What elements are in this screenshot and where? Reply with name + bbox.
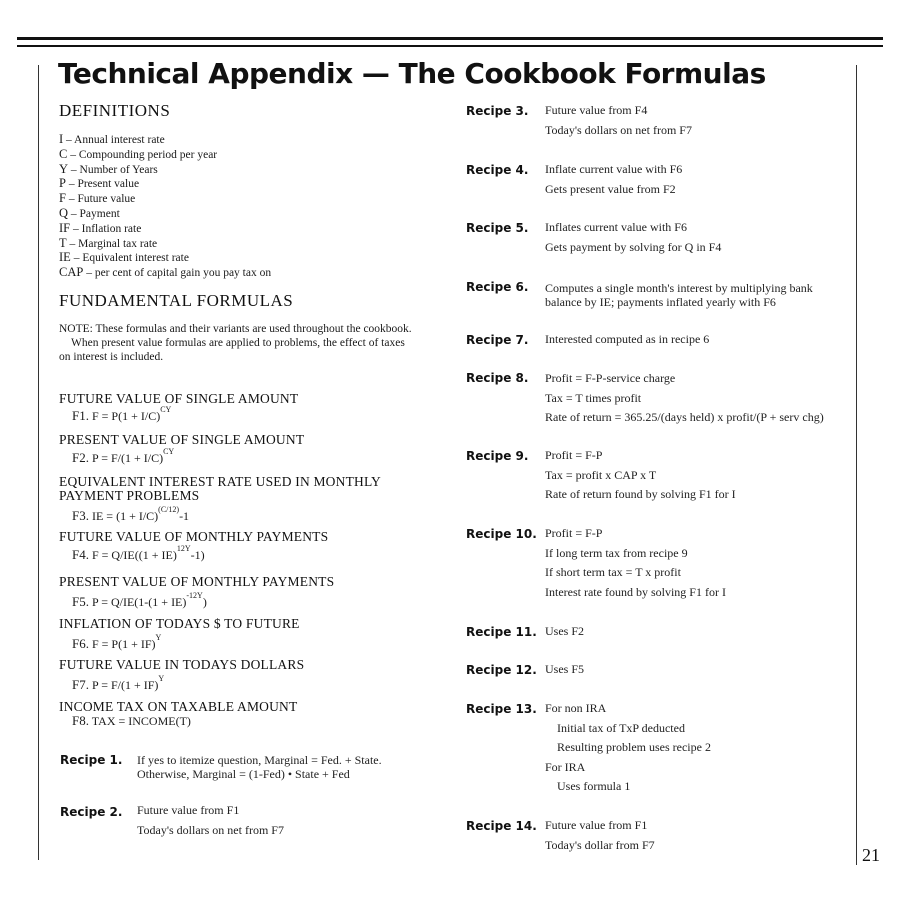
definition-item: Y – Number of Years — [59, 161, 158, 176]
recipe-label: Recipe 6. — [466, 280, 529, 294]
recipe-label: Recipe 9. — [466, 449, 529, 463]
formula-f8: F8. TAX = INCOME(T) — [72, 713, 191, 728]
definition-key: CAP — [59, 265, 84, 280]
recipe-label: Recipe 1. — [60, 753, 123, 767]
definition-item: Q – Payment — [59, 205, 120, 220]
definition-item: C – Compounding period per year — [59, 146, 218, 161]
recipe-label: Recipe 2. — [60, 805, 123, 819]
definition-desc: Equivalent interest rate — [82, 252, 189, 265]
definition-desc: Payment — [79, 207, 120, 220]
recipe-label: Recipe 11. — [466, 625, 537, 639]
definition-item: P – Present value — [59, 176, 140, 191]
definition-item: IE – Equivalent interest rate — [59, 250, 189, 265]
definitions-heading: DEFINITIONS — [59, 101, 171, 120]
recipe-label: Recipe 4. — [466, 163, 529, 177]
definition-desc: Compounding period per year — [78, 148, 218, 161]
formula-heading: FUTURE VALUE OF SINGLE AMOUNT — [59, 391, 299, 406]
recipe-label: Recipe 14. — [466, 819, 537, 833]
definition-key: Q — [59, 205, 69, 220]
formula-heading: PRESENT VALUE OF MONTHLY PAYMENTS — [59, 574, 335, 589]
recipe-text: Profit = F-P If long term tax from recipe 9 If short term tax = T x profit Interest rate found by solving F1 for I — [545, 526, 726, 599]
formula-f2: F2. $P = F/(1 + I/C)^{CY}$ — [72, 447, 175, 465]
formula-f6: F6. F = P(1 + IF)$^Y$ — [72, 633, 162, 651]
recipe-text: Uses F2 — [545, 624, 585, 638]
formula-heading: FUTURE VALUE IN TODAYS DOLLARS — [59, 657, 305, 672]
recipe-text: Uses F5 — [545, 662, 585, 676]
top-rule-thick — [17, 37, 883, 40]
definition-desc: per cent of capital gain you pay tax on — [94, 267, 272, 280]
top-rule-thin — [17, 45, 883, 47]
definition-key: C — [59, 146, 68, 161]
recipe-text: Inflate current value with F6 Gets present value from F2 — [545, 162, 683, 196]
note-paragraph: When present value formulas are applied to problems, the effect of taxes on interest is included. — [59, 337, 405, 364]
definition-key: F — [59, 191, 66, 206]
definition-key: P — [59, 176, 66, 191]
formula-f5: F5. P = Q/IE(1-(1 + IE)$^{-12Y}$) — [72, 591, 207, 609]
recipe-text: Future value from F1 Today's dollars on net from F7 — [137, 803, 284, 837]
left-margin-line — [38, 65, 39, 860]
definition-key: IE — [59, 250, 71, 265]
definition-item: IF – Inflation rate — [59, 220, 142, 235]
recipe-text: Computes a single month's interest by multiplying bank balance by IE; payments inflated yearly with F6 — [545, 281, 813, 309]
formula-f3: F3. IE = $(1 + I/C)^{(C/12)}-1$ — [72, 505, 190, 523]
definition-key: I — [59, 132, 64, 146]
fundamental-formulas-heading: FUNDAMENTAL FORMULAS — [59, 291, 294, 310]
definition-item: CAP – per cent of capital gain you pay tax on — [59, 265, 272, 280]
definitions-list — [59, 133, 271, 281]
definition-desc: Number of Years — [79, 163, 158, 176]
definition-key: T — [59, 235, 67, 250]
page-title: Technical Appendix — The Cookbook Formulas — [58, 57, 766, 90]
recipe-label: Recipe 13. — [466, 702, 537, 716]
formula-heading: PRESENT VALUE OF SINGLE AMOUNT — [59, 432, 305, 447]
formulas-note — [59, 322, 419, 365]
formula-heading: EQUIVALENT INTEREST RATE USED IN MONTHLY PAYMENT PROBLEMS — [59, 474, 381, 503]
definition-item: T – Marginal tax rate — [59, 235, 158, 250]
page-number: 21 — [862, 845, 880, 865]
recipe-label: Recipe 3. — [466, 104, 529, 118]
recipe-text: Profit = F-P-service charge Tax = T times profit Rate of return = 365.25/(days held) x profit/(P + serv chg) — [545, 371, 824, 424]
definition-desc: Present value — [77, 178, 140, 191]
recipe-text: Profit = F-P Tax = profit x CAP x T Rate of return found by solving F1 for I — [545, 448, 736, 501]
definition-item: F – Future value — [59, 191, 136, 206]
formula-f4: F4. F = Q/IE((1 + IE)$^{12Y}$-1) — [72, 544, 205, 562]
definition-desc: Annual interest rate — [74, 134, 165, 146]
definition-desc: Future value — [77, 193, 136, 206]
recipe-text: Future value from F1 Today's dollar from F7 — [545, 818, 655, 852]
recipe-text: For non IRA Initial tax of TxP deducted Resulting problem uses recipe 2 For IRA Uses formula 1 — [545, 701, 711, 793]
formula-heading: FUTURE VALUE OF MONTHLY PAYMENTS — [59, 529, 329, 544]
right-margin-line — [856, 65, 857, 865]
recipe-label: Recipe 10. — [466, 527, 537, 541]
definition-desc: Marginal tax rate — [78, 237, 158, 250]
recipe-text: Future value from F4 Today's dollars on net from F7 — [545, 103, 692, 137]
recipe-text: Interested computed as in recipe 6 — [545, 332, 710, 346]
definition-item: I – Annual interest rate — [59, 132, 165, 146]
recipe-text: Inflates current value with F6 Gets payment by solving for Q in F4 — [545, 220, 722, 254]
recipe-label: Recipe 8. — [466, 371, 529, 385]
formula-f7: F7. P = F/(1 + IF)$^Y$ — [72, 674, 165, 692]
recipe-label: Recipe 7. — [466, 333, 529, 347]
definition-desc: Inflation rate — [81, 222, 142, 235]
formula-heading: INFLATION OF TODAYS $ TO FUTURE — [59, 616, 300, 631]
recipe-text: If yes to itemize question, Marginal = Fed. + State. Otherwise, Marginal = (1-Fed) • State + Fed — [137, 753, 382, 781]
definition-key: IF — [59, 220, 71, 235]
recipe-label: Recipe 12. — [466, 663, 537, 677]
note-paragraph: NOTE: These formulas and their variants are used throughout the cookbook. — [59, 323, 412, 335]
formula-heading: INCOME TAX ON TAXABLE AMOUNT — [59, 699, 298, 714]
recipe-label: Recipe 5. — [466, 221, 529, 235]
formula-f1: F1. $F = P(1 + I/C)^{CY}$ — [72, 405, 172, 423]
definition-key: Y — [59, 161, 69, 176]
